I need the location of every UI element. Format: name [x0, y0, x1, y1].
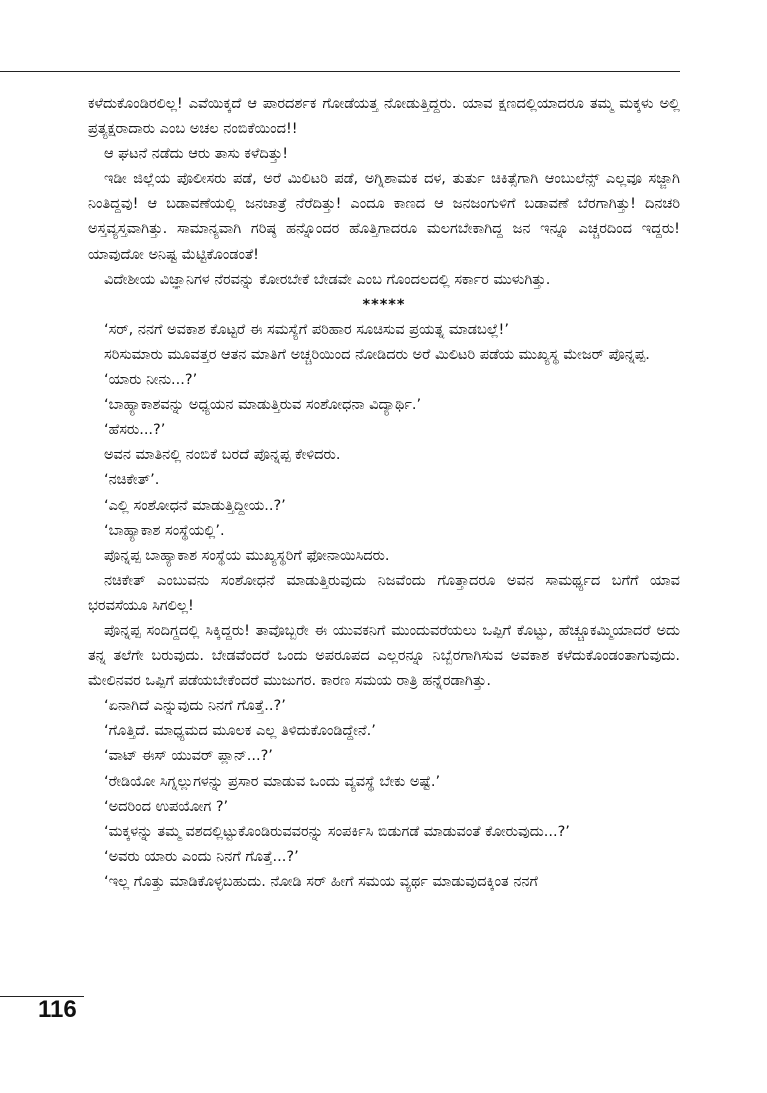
paragraph: ಇಡೀ ಜಿಲ್ಲೆಯ ಪೊಲೀಸರು ಪಡೆ, ಅರೆ ಮಿಲಿಟರಿ ಪಡೆ, ಅಗ್ನಿಶಾಮಕ ದಳ, ತುರ್ತು ಚಿಕಿತ್ಸೆಗಾಗಿ ಆಂಬುಲೆನ್ಸ್ ಎಲ್ಲವೂ ಸಜ್ಜಾಗಿ ನಿಂತಿದ್ದವು! ಆ ಬಡಾವಣೆಯಲ್ಲಿ ಜನಜಾತ್ರೆ ನೆರೆದಿತ್ತು! ಎಂದೂ ಕಾಣದ ಆ ಜನಜಂಗುಳಿಗೆ ಬಡಾವಣೆ ಬೆರಗಾಗಿತ್ತು! ದಿನಚರಿ ಅಸ್ತವ್ಯಸ್ತವಾಗಿತ್ತು. ಸಾಮಾನ್ಯವಾಗಿ ಗರಿಷ್ಠ ಹನ್ನೊಂದರ ಹೊತ್ತಿಗಾದರೂ ಮಲಗಬೇಕಾಗಿದ್ದ ಜನ ಇನ್ನೂ ಎಚ್ಚರದಿಂದ ಇದ್ದರು! ಯಾವುದೋ ಅನಿಷ್ಟ ಮೆಟ್ಟಿಕೊಂಡಂತೆ!	[88, 171, 680, 263]
paragraph: ‘ಎಲ್ಲಿ ಸಂಶೋಧನೆ ಮಾಡುತ್ತಿದ್ದೀಯ..?’	[104, 497, 286, 514]
paragraph: ಪೊನ್ನಪ್ಪ ಸಂದಿಗ್ದದಲ್ಲಿ ಸಿಕ್ಕಿದ್ದರು! ತಾವೊಬ್ಬರೇ ಈ ಯುವಕನಿಗೆ ಮುಂದುವರೆಯಲು ಒಪ್ಪಿಗೆ ಕೊಟ್ಟು, ಹೆಚ್ಚೂಕಮ್ಮಿಯಾದರೆ ಅದು ತನ್ನ ತಲೆಗೇ ಬರುವುದು. ಬೇಡವೆಂದರೆ ಒಂದು ಅಪರೂಪದ ಎಲ್ಲರನ್ನೂ ನಿಬ್ಬೆರಗಾಗಿಸುವ ಅವಕಾಶ ಕಳೆದುಕೊಂಡಂತಾಗುವುದು. ಮೇಲಿನವರ ಒಪ್ಪಿಗೆ ಪಡೆಯಬೇಕೆಂದರೆ ಮುಜುಗರ. ಕಾರಣ ಸಮಯ ರಾತ್ರಿ ಹನ್ನೆರಡಾಗಿತ್ತು.	[88, 622, 680, 690]
page-text-body	[88, 92, 680, 895]
paragraph: ‘ವಾಟ್ ಈಸ್ ಯುವರ್ ಪ್ಲಾನ್...?’	[104, 748, 273, 765]
paragraph: ‘ಬಾಹ್ಯಾಕಾಶ ಸಂಸ್ಥೆಯಲ್ಲಿ’.	[104, 522, 225, 539]
paragraph: ‘ರೇಡಿಯೋ ಸಿಗ್ನಲ್ಲುಗಳನ್ನು ಪ್ರಸಾರ ಮಾಡುವ ಒಂದು ವ್ಯವಸ್ಥೆ ಬೇಕು ಅಷ್ಟೆ.’	[104, 773, 441, 790]
paragraph: ‘ಅದರಿಂದ ಉಪಯೋಗ ?’	[104, 798, 229, 815]
paragraph: ವಿದೇಶೀಯ ವಿಜ್ಞಾನಿಗಳ ನೆರವನ್ನು ಕೋರಬೇಕೆ ಬೇಡವೇ ಎಂಬ ಗೊಂದಲದಲ್ಲಿ ಸರ್ಕಾರ ಮುಳುಗಿತ್ತು.	[104, 271, 551, 288]
paragraph: ಸರಿಸುಮಾರು ಮೂವತ್ತರ ಆತನ ಮಾತಿಗೆ ಅಚ್ಚರಿಯಿಂದ ನೋಡಿದರು ಅರೆ ಮಿಲಿಟರಿ ಪಡೆಯ ಮುಖ್ಯಸ್ಥ ಮೇಜರ್ ಪೊನ್ನಪ್ಪ.	[104, 346, 650, 363]
section-separator: *****	[362, 296, 406, 313]
paragraph: ‘ಬಾಹ್ಯಾಕಾಶವನ್ನು ಅಧ್ಯಯನ ಮಾಡುತ್ತಿರುವ ಸಂಶೋಧನಾ ವಿದ್ಯಾರ್ಥಿ.’	[104, 397, 422, 414]
header-rule	[0, 71, 680, 72]
paragraph: ‘ಯಾರು ನೀನು...?’	[104, 372, 198, 389]
paragraph: ಪೊನ್ನಪ್ಪ ಬಾಹ್ಯಾಕಾಶ ಸಂಸ್ಥೆಯ ಮುಖ್ಯಸ್ಥರಿಗೆ ಫೋನಾಯಿಸಿದರು.	[104, 547, 390, 564]
paragraph: ‘ಹೆಸರು...?’	[104, 422, 166, 439]
paragraph: ‘ಗೊತ್ತಿದೆ. ಮಾಧ್ಯಮದ ಮೂಲಕ ಎಲ್ಲ ತಿಳಿದುಕೊಂಡಿದ್ದೇನೆ.’	[104, 723, 376, 740]
paragraph: ‘ಮಕ್ಕಳನ್ನು ತಮ್ಮ ವಶದಲ್ಲಿಟ್ಟುಕೊಂಡಿರುವವರನ್ನು ಸಂಪರ್ಕಿಸಿ ಬಿಡುಗಡೆ ಮಾಡುವಂತೆ ಕೋರುವುದು...?’	[104, 823, 570, 840]
paragraph: ‘ಸರ್, ನನಗೆ ಅವಕಾಶ ಕೊಟ್ಟರೆ ಈ ಸಮಸ್ಯೆಗೆ ಪರಿಹಾರ ಸೂಚಿಸುವ ಪ್ರಯತ್ನ ಮಾಡಬಲ್ಲೆ!’	[104, 321, 509, 338]
paragraph: ಕಳೆದುಕೊಂಡಿರಲಿಲ್ಲ! ಎವೆಯಿಕ್ಕದೆ ಆ ಪಾರದರ್ಶಕ ಗೋಡೆಯತ್ತ ನೋಡುತ್ತಿದ್ದರು. ಯಾವ ಕ್ಷಣದಲ್ಲಿಯಾದರೂ ತಮ್ಮ ಮಕ್ಕಳು ಅಲ್ಲಿ ಪ್ರತ್ಯಕ್ಷರಾದಾರು ಎಂಬ ಅಚಲ ನಂಬಿಕೆಯಿಂದ!!	[88, 96, 680, 138]
paragraph: ‘ಏನಾಗಿದೆ ಎನ್ನುವುದು ನಿನಗೆ ಗೊತ್ತೆ..?’	[104, 698, 286, 715]
page-number: 116	[38, 996, 77, 1023]
paragraph: ಆ ಘಟನೆ ನಡೆದು ಆರು ತಾಸು ಕಳೆದಿತ್ತು!	[104, 146, 289, 163]
paragraph: ‘ಇಲ್ಲ ಗೊತ್ತು ಮಾಡಿಕೊಳ್ಳಬಹುದು. ನೋಡಿ ಸರ್ ಹೀಗೆ ಸಮಯ ವ್ಯರ್ಥ ಮಾಡುವುದಕ್ಕಿಂತ ನನಗೆ	[104, 873, 538, 890]
paragraph: ‘ಅವರು ಯಾರು ಎಂದು ನಿನಗೆ ಗೊತ್ತೆ...?’	[104, 848, 299, 865]
paragraph: ಅವನ ಮಾತಿನಲ್ಲಿ ನಂಬಿಕೆ ಬರದೆ ಪೊನ್ನಪ್ಪ ಕೇಳಿದರು.	[104, 447, 341, 464]
paragraph: ನಚಿಕೇತ್ ಎಂಬುವನು ಸಂಶೋಧನೆ ಮಾಡುತ್ತಿರುವುದು ನಿಜವೆಂದು ಗೊತ್ತಾದರೂ ಅವನ ಸಾಮರ್ಥ್ಯದ ಬಗೆಗೆ ಯಾವ ಭರವಸೆಯೂ ಸಿಗಲಿಲ್ಲ!	[88, 572, 680, 614]
paragraph: ‘ನಚಿಕೇತ್’.	[104, 472, 160, 489]
